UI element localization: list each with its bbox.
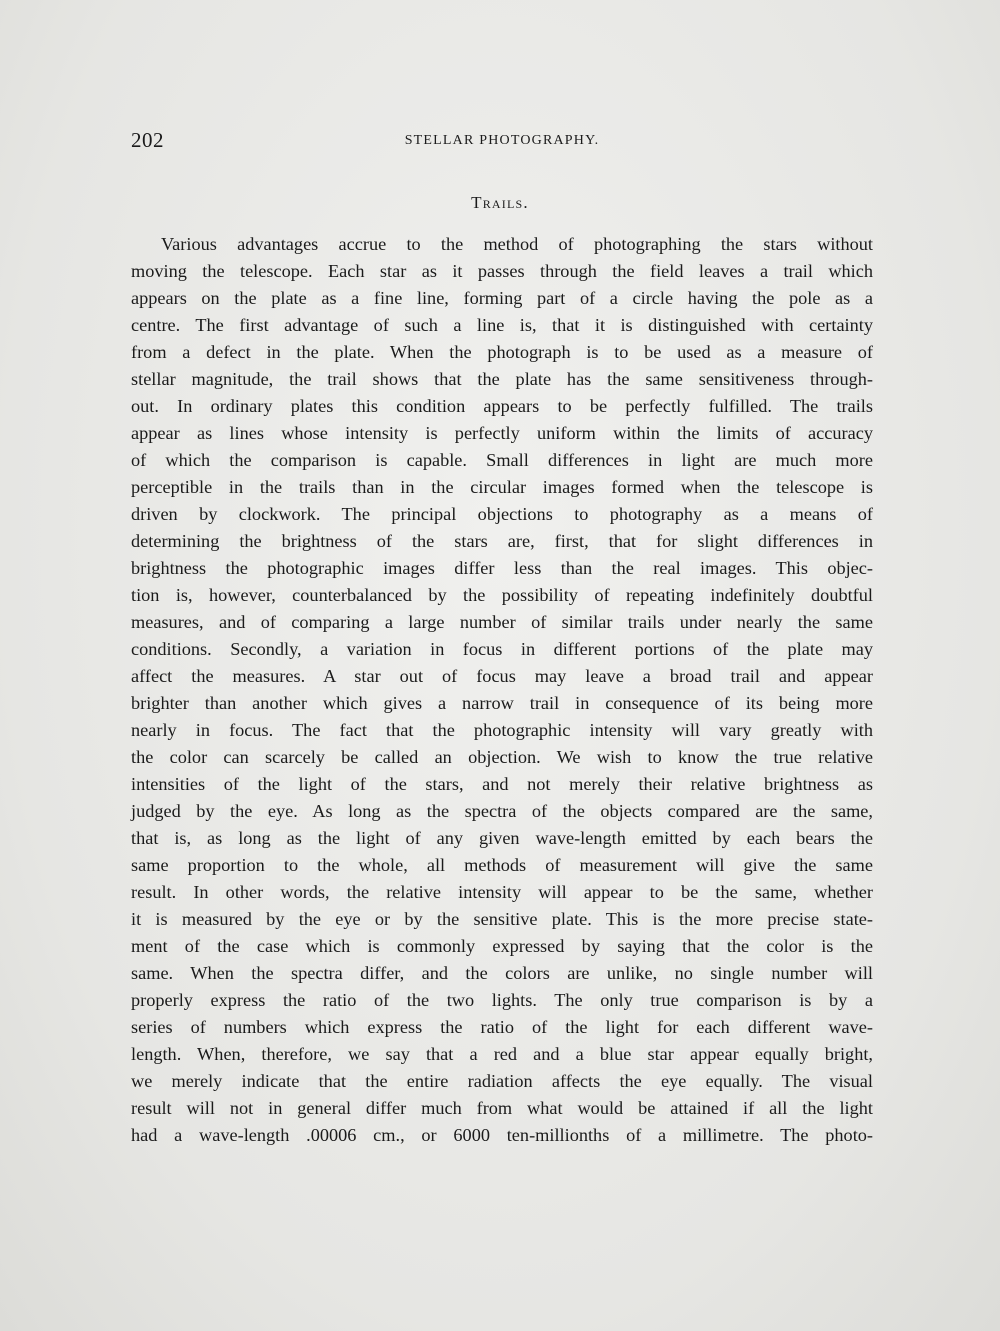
text-line: stellar magnitude, the trail shows that the plate has the same sensitiveness through- <box>131 369 873 389</box>
text-line: affect the measures. A star out of focus may leave a broad trail and appear <box>131 666 873 686</box>
text-line: ment of the case which is commonly expressed by saying that the color is the <box>131 936 873 956</box>
text-line: had a wave-length .00006 cm., or 6000 ten-millionths of a millimetre. The photo- <box>131 1125 873 1145</box>
text-line: centre. The first advantage of such a line is, that it is distinguished with certainty <box>131 315 873 335</box>
text-line: from a defect in the plate. When the photograph is to be used as a measure of <box>131 342 873 362</box>
text-line: out. In ordinary plates this condition appears to be perfectly fulfilled. The trails <box>131 396 873 416</box>
text-line: appears on the plate as a fine line, forming part of a circle having the pole as a <box>131 288 873 308</box>
text-line: conditions. Secondly, a variation in focus in different portions of the plate may <box>131 639 873 659</box>
text-line: of which the comparison is capable. Small differences in light are much more <box>131 450 873 470</box>
text-line: intensities of the light of the stars, and not merely their relative brightness as <box>131 774 873 794</box>
text-line: we merely indicate that the entire radiation affects the eye equally. The visual <box>131 1071 873 1091</box>
text-line: Various advantages accrue to the method of photographing the stars without <box>161 234 873 254</box>
text-line: series of numbers which express the ratio of the light for each different wave- <box>131 1017 873 1037</box>
text-line: length. When, therefore, we say that a red and a blue star appear equally bright, <box>131 1044 873 1064</box>
text-line: result. In other words, the relative intensity will appear to be the same, whether <box>131 882 873 902</box>
text-line: result will not in general differ much from what would be attained if all the light <box>131 1098 873 1118</box>
page-number: 202 <box>131 128 164 152</box>
text-line: measures, and of comparing a large number of similar trails under nearly the same <box>131 612 873 632</box>
text-line: properly express the ratio of the two lights. The only true comparison is by a <box>131 990 873 1010</box>
body-paragraph <box>131 231 873 1149</box>
running-title: STELLAR PHOTOGRAPHY. <box>404 133 600 148</box>
text-line: it is measured by the eye or by the sensitive plate. This is the more precise state- <box>131 909 873 929</box>
text-line: perceptible in the trails than in the circular images formed when the telescope is <box>131 477 873 497</box>
text-line: judged by the eye. As long as the spectra of the objects compared are the same, <box>131 801 873 821</box>
text-line: tion is, however, counterbalanced by the possibility of repeating indefinitely doubtful <box>131 585 873 605</box>
text-line: brighter than another which gives a narrow trail in consequence of its being more <box>131 693 873 713</box>
running-head <box>131 128 873 154</box>
text-line: same. When the spectra differ, and the colors are unlike, no single number will <box>131 963 873 983</box>
text-line: appear as lines whose intensity is perfectly uniform within the limits of accuracy <box>131 423 873 443</box>
text-line: determining the brightness of the stars are, first, that for slight differences in <box>131 531 873 551</box>
text-line: same proportion to the whole, all methods of measurement will give the same <box>131 855 873 875</box>
text-line: that is, as long as the light of any given wave-length emitted by each bears the <box>131 828 873 848</box>
section-title: Trails. <box>471 193 529 212</box>
text-line: the color can scarcely be called an objection. We wish to know the true relative <box>131 747 873 767</box>
text-line: nearly in focus. The fact that the photographic intensity will vary greatly with <box>131 720 873 740</box>
text-line: driven by clockwork. The principal objections to photography as a means of <box>131 504 873 524</box>
text-line: moving the telescope. Each star as it passes through the field leaves a trail which <box>131 261 873 281</box>
text-line: brightness the photographic images differ less than the real images. This objec- <box>131 558 873 578</box>
